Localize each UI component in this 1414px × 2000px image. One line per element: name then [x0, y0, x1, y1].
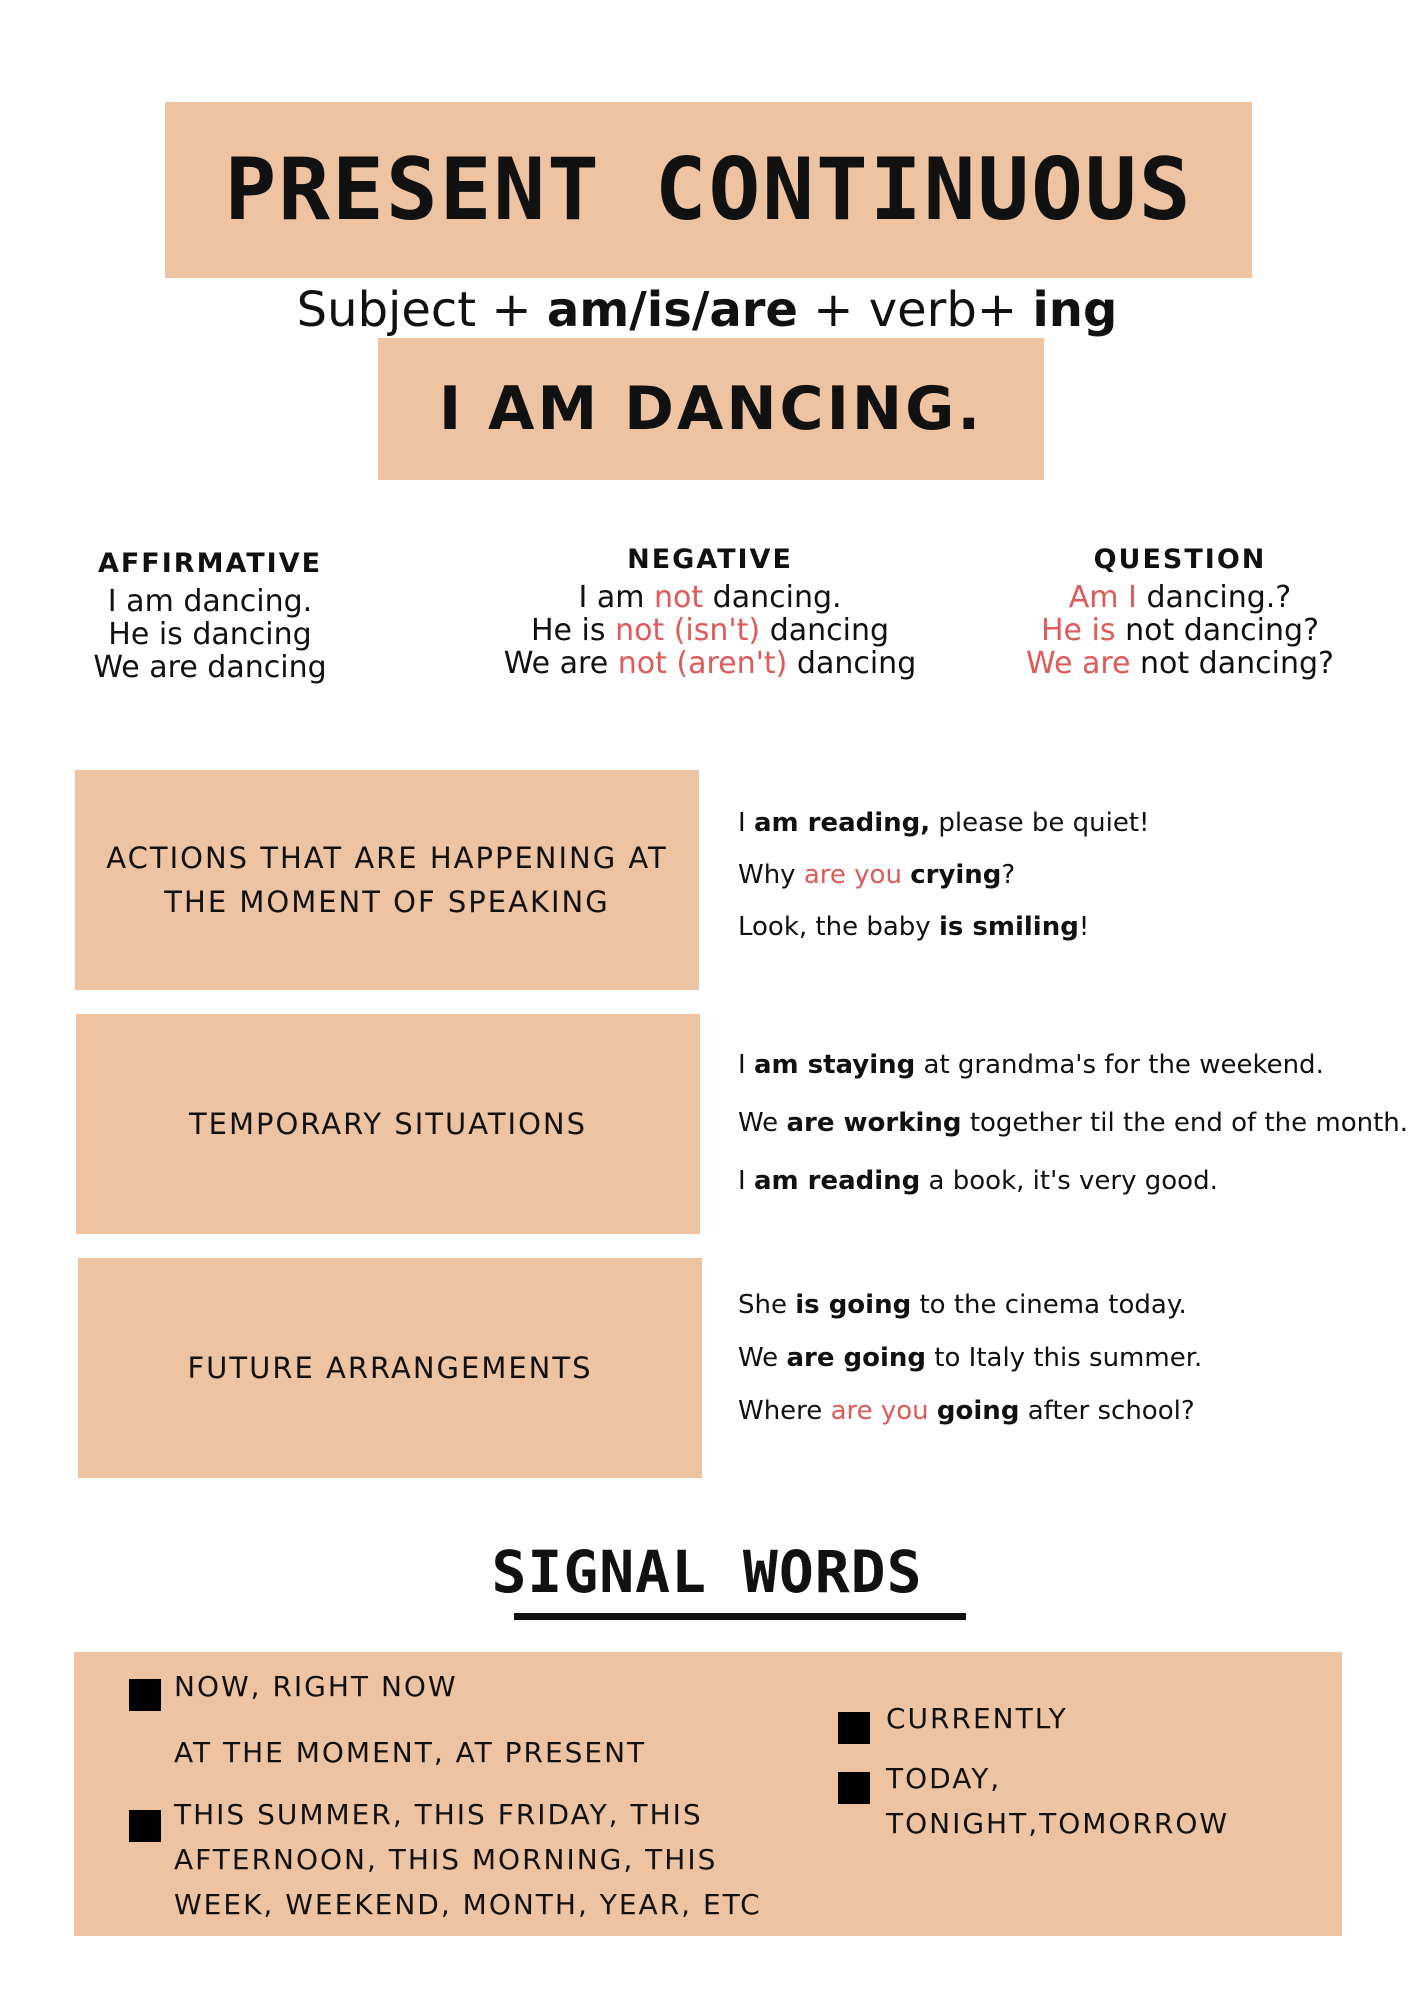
negative-column	[500, 544, 920, 680]
example-line	[738, 808, 1149, 860]
negative-verb: dancing.	[712, 580, 842, 615]
example-line	[738, 1290, 1202, 1343]
negative-line	[500, 614, 920, 647]
example-verb: crying	[910, 860, 1002, 890]
question-line	[1020, 614, 1340, 647]
use-label	[106, 836, 667, 924]
example-text: ?	[1001, 860, 1016, 890]
negative-verb: dancing	[796, 646, 917, 681]
affirmative-heading: AFFIRMATIVE	[97, 548, 323, 579]
example-text: after school?	[1027, 1396, 1195, 1426]
use-card-future	[78, 1258, 702, 1478]
affirmative-line: He is dancing	[108, 617, 312, 652]
example-text: We	[738, 1108, 779, 1138]
negative-subject: I am	[578, 580, 645, 615]
examples-future	[738, 1290, 1202, 1449]
bullet-square-icon	[838, 1712, 870, 1744]
formula-line	[0, 282, 1414, 338]
signal-word-line: WEEK, WEEKEND, MONTH, YEAR, ETC	[174, 1888, 762, 1921]
use-label-line: THE MOMENT OF SPEAKING	[164, 885, 610, 919]
signal-words-panel	[74, 1652, 1342, 1936]
negative-marker: not (isn't)	[615, 613, 761, 648]
signal-word	[174, 1792, 762, 1927]
negative-verb: dancing	[769, 613, 890, 648]
negative-marker: not	[653, 580, 704, 615]
signal-word-line: THIS SUMMER, THIS FRIDAY, THIS	[174, 1798, 703, 1831]
example-text: I	[738, 1166, 746, 1196]
question-marker: Am I	[1068, 580, 1137, 615]
example-verb: is going	[795, 1290, 912, 1320]
example-line	[738, 1108, 1408, 1166]
example-text: please be quiet!	[938, 808, 1150, 838]
examples-now	[738, 808, 1149, 964]
bullet-square-icon	[129, 1679, 161, 1711]
example-banner	[378, 338, 1044, 480]
formula-plus: +	[813, 282, 854, 338]
question-column	[1020, 544, 1340, 680]
use-label-line: ACTIONS THAT ARE HAPPENING AT	[106, 841, 668, 875]
use-card-temporary	[76, 1014, 700, 1234]
formula-ing: ing	[1032, 282, 1118, 338]
example-verb: are working	[786, 1108, 962, 1138]
negative-line	[500, 581, 920, 614]
signal-word: TODAY, TONIGHT,TOMORROW	[886, 1762, 1230, 1840]
question-line	[1020, 581, 1340, 614]
negative-subject: We are	[503, 646, 609, 681]
negative-subject: He is	[530, 613, 606, 648]
example-line	[738, 1396, 1202, 1449]
example-text: at grandma's for the weekend.	[923, 1050, 1324, 1080]
example-verb: am reading,	[753, 808, 931, 838]
use-card-now	[75, 770, 699, 990]
bullet-square-icon	[129, 1810, 161, 1842]
example-text: Where	[738, 1396, 823, 1426]
example-text: together til the end of the month.	[969, 1108, 1409, 1138]
example-verb: going	[936, 1396, 1020, 1426]
example-text: She	[738, 1290, 787, 1320]
example-line	[738, 1050, 1408, 1108]
bullet-square-icon	[838, 1772, 870, 1804]
example-verb: are going	[786, 1343, 927, 1373]
example-highlight: are you	[803, 860, 902, 890]
signal-word-line: AFTERNOON, THIS MORNING, THIS	[174, 1843, 718, 1876]
example-text: I	[738, 808, 746, 838]
formula-aux: am/is/are	[546, 282, 798, 338]
signal-word: AT THE MOMENT, AT PRESENT	[174, 1736, 647, 1769]
example-text: Look, the baby	[738, 912, 931, 942]
signal-word: NOW, RIGHT NOW	[174, 1670, 458, 1703]
question-marker: He is	[1041, 613, 1116, 648]
example-line	[738, 912, 1149, 964]
example-text: to Italy this summer.	[934, 1343, 1203, 1373]
signal-words-title: SIGNAL WORDS	[491, 1538, 923, 1606]
question-rest: not dancing?	[1125, 613, 1319, 648]
example-text: We	[738, 1343, 779, 1373]
example-line	[738, 1343, 1202, 1396]
example-verb: am staying	[753, 1050, 916, 1080]
example-highlight: are you	[830, 1396, 929, 1426]
examples-temporary	[738, 1050, 1408, 1224]
affirmative-column	[80, 548, 340, 684]
page-title: PRESENT CONTINUOUS	[224, 140, 1193, 240]
example-line	[738, 860, 1149, 912]
example-verb: am reading	[753, 1166, 921, 1196]
example-text: to the cinema today.	[919, 1290, 1187, 1320]
affirmative-line: We are dancing	[93, 650, 327, 685]
question-rest: not dancing?	[1140, 646, 1334, 681]
question-line	[1020, 647, 1340, 680]
question-marker: We are	[1026, 646, 1131, 681]
use-label: TEMPORARY SITUATIONS	[188, 1107, 588, 1141]
negative-heading: NEGATIVE	[627, 544, 793, 575]
example-verb: is smiling	[938, 912, 1079, 942]
example-sentence: I AM DANCING.	[438, 374, 984, 444]
title-banner	[165, 102, 1252, 278]
example-line	[738, 1166, 1408, 1224]
example-text: a book, it's very good.	[928, 1166, 1218, 1196]
question-heading: QUESTION	[1093, 544, 1267, 575]
negative-line	[500, 647, 920, 680]
example-text: I	[738, 1050, 746, 1080]
formula-verb: verb+	[868, 282, 1018, 338]
formula-subject: Subject	[296, 282, 477, 338]
example-text: Why	[738, 860, 796, 890]
example-text: !	[1078, 912, 1090, 942]
negative-marker: not (aren't)	[617, 646, 788, 681]
use-label: FUTURE ARRANGEMENTS	[187, 1351, 593, 1385]
affirmative-line: I am dancing.	[107, 584, 313, 619]
signal-word: CURRENTLY	[886, 1702, 1068, 1735]
formula-plus: +	[491, 282, 532, 338]
signal-words-underline	[514, 1613, 966, 1620]
question-rest: dancing.?	[1146, 580, 1292, 615]
